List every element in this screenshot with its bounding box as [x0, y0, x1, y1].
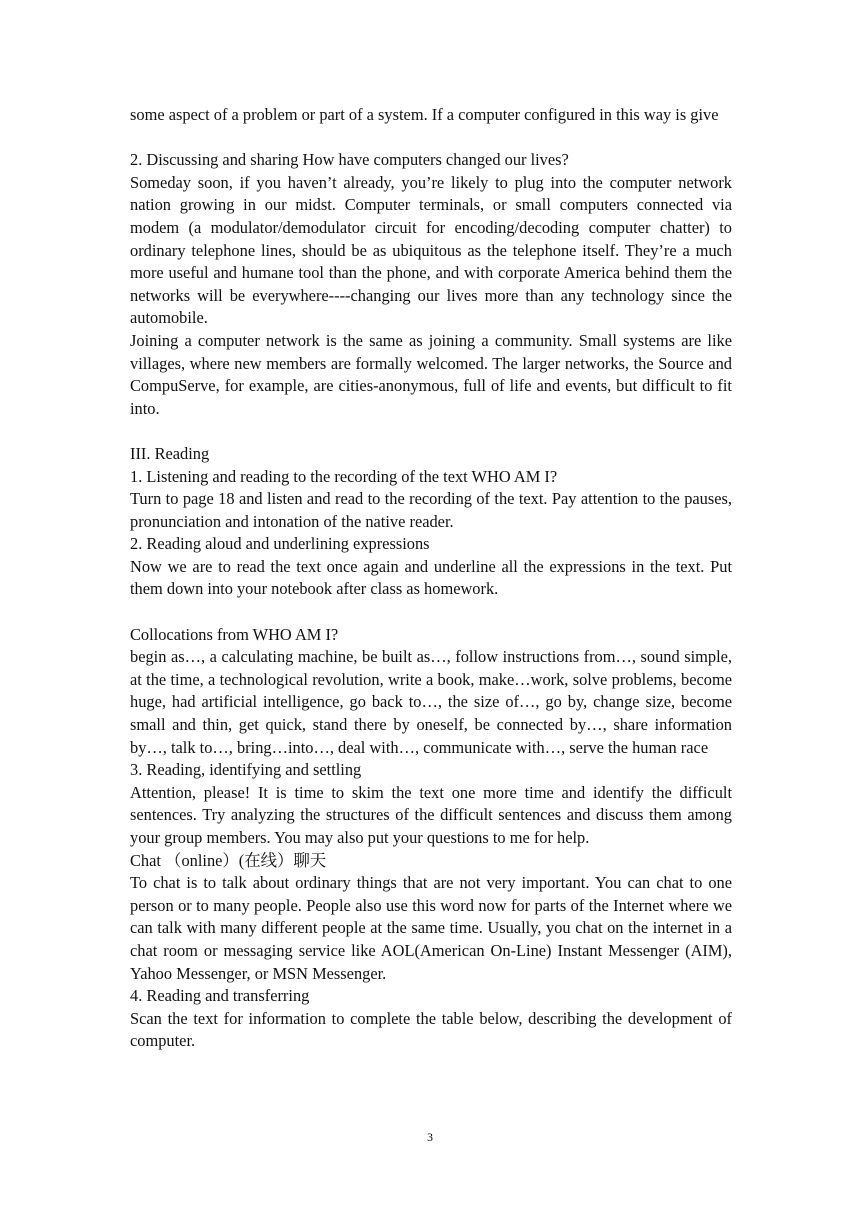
- subheading-chat: Chat （online）(在线）聊天: [130, 850, 327, 870]
- page-number: 3: [427, 1130, 433, 1144]
- section-heading-reading: III. Reading: [130, 443, 210, 463]
- subheading-collocations: Collocations from WHO AM I?: [130, 624, 339, 644]
- paragraph-chat: To chat is to talk about ordinary things that are not very important. You can chat to one person or to many people. People also use this word now for parts of the Internet where we can talk with many different people at the same time. Usually, you chat on the internet in a chat room or messaging service like AOL(American On-Line) Instant Messenger (AIM), Yahoo Messenger, or MSN Messenger.: [130, 873, 732, 983]
- paragraph-gap: [130, 601, 732, 624]
- paragraph-network-nation: Someday soon, if you haven’t already, you’re likely to plug into the computer network nation growing in our midst. Computer terminals, or small computers connected via modem (a modulator/demodulator circuit for encoding/decoding computer chatter) to ordinary telephone lines, should be as ubiquitous as the telephone itself. They’re a much more useful and humane tool than the phone, and with corporate America behind them the networks will be everywhere----changing our lives more than any technology since the automobile.: [130, 172, 732, 328]
- paragraph-gap: [130, 127, 732, 150]
- subheading-listening: 1. Listening and reading to the recording of the text WHO AM I?: [130, 466, 558, 486]
- paragraph-network-community: Joining a computer network is the same as joining a community. Small systems are like villages, where new members are formally welcomed. The larger networks, the Source and CompuServe, for example, are cities-anonymous, full of life and events, but difficult to fit into.: [130, 330, 732, 418]
- document-body: [130, 104, 732, 1053]
- paragraph-continued: some aspect of a problem or part of a system. If a computer configured in this way is give: [130, 105, 719, 124]
- subheading-identifying: 3. Reading, identifying and settling: [130, 760, 362, 780]
- paragraph-transferring: Scan the text for information to complete the table below, describing the development of computer.: [130, 1008, 732, 1051]
- paragraph-collocations: begin as…, a calculating machine, be built as…, follow instructions from…, sound simple, at the time, a technological revolution, write a book, make…work, solve problems, become huge, had artificial intelligence, go back to…, the size of…, go by, change size, become small and thin, get quick, stand there by oneself, be connected by…, share information by…, talk to…, bring…into…, deal with…, communicate with…, serve the human race: [130, 647, 732, 757]
- subheading-transferring: 4. Reading and transferring: [130, 986, 310, 1006]
- subheading-reading-aloud: 2. Reading aloud and underlining expressions: [130, 534, 430, 554]
- section-heading-discussing: 2. Discussing and sharing How have computers changed our lives?: [130, 150, 569, 170]
- paragraph-reading-aloud: Now we are to read the text once again and underline all the expressions in the text. Put them down into your notebook after class as homework.: [130, 556, 732, 599]
- paragraph-gap: [130, 420, 732, 443]
- paragraph-identifying: Attention, please! It is time to skim the text one more time and identify the difficult sentences. Try analyzing the structures of the difficult sentences and discuss them among your group members. You may also put your questions to me for help.: [130, 782, 732, 847]
- paragraph-listening: Turn to page 18 and listen and read to the recording of the text. Pay attention to the pauses, pronunciation and intonation of the native reader.: [130, 489, 732, 531]
